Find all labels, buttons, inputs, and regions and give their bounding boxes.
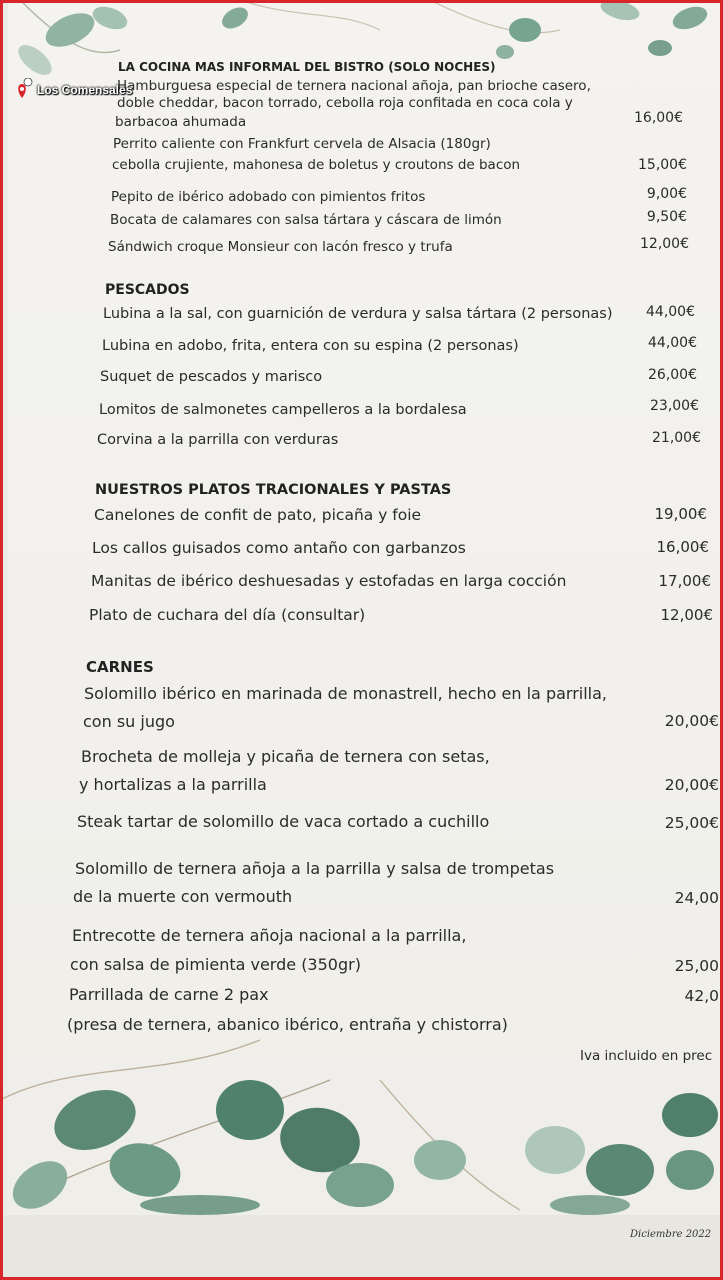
item-solomillo-ternera-line1: Solomillo de ternera añoja a la parrilla y salsa de trompetas	[75, 859, 555, 878]
item-suquet: Suquet de pescados y marisco	[100, 369, 323, 385]
item-hamburguesa-line1: Hamburguesa especial de ternera nacional añoja, pan brioche casero,	[117, 78, 591, 94]
item-pepito: Pepito de ibérico adobado con pimientos fritos	[111, 189, 426, 205]
price-perrito: 15,00€	[638, 157, 687, 173]
watermark-logo	[16, 78, 132, 102]
price-lubina-adobo: 44,00€	[648, 335, 697, 351]
item-brocheta-line1: Brocheta de molleja y picaña de ternera con setas,	[81, 747, 490, 766]
price-pepito: 9,00€	[646, 186, 687, 202]
item-cuchara: Plato de cuchara del día (consultar)	[89, 606, 366, 624]
price-hamburguesa: 16,00€	[634, 110, 683, 126]
section-title-bistro: LA COCINA MAS INFORMAL DEL BISTRO (SOLO NOCHES)	[118, 60, 496, 74]
price-lomitos: 23,00€	[650, 398, 699, 414]
item-solomillo-iberico-line2: con su jugo	[83, 712, 175, 731]
price-callos: 16,00€	[656, 538, 709, 556]
item-callos: Los callos guisados como antaño con garbanzos	[92, 539, 466, 557]
price-solomillo-ternera: 24,00	[674, 889, 719, 907]
price-suquet: 26,00€	[648, 367, 697, 383]
price-cuchara: 12,00€	[660, 606, 713, 624]
item-parrillada-line1: Parrillada de carne 2 pax	[69, 985, 269, 1004]
item-perrito-line1: Perrito caliente con Frankfurt cervela de Alsacia (180gr)	[113, 136, 491, 152]
item-lubina-sal: Lubina a la sal, con guarnición de verdura y salsa tártara (2 personas)	[103, 306, 613, 322]
item-corvina: Corvina a la parrilla con verduras	[97, 432, 339, 448]
item-hamburguesa-line3: barbacoa ahumada	[115, 114, 247, 130]
section-title-pescados: PESCADOS	[105, 282, 190, 298]
price-steak: 25,00€	[664, 814, 719, 832]
item-sandwich: Sándwich croque Monsieur con lacón fresco y trufa	[108, 239, 453, 255]
item-parrillada-line2: (presa de ternera, abanico ibérico, entraña y chistorra)	[67, 1015, 508, 1034]
price-brocheta: 20,00€	[664, 776, 719, 794]
item-perrito-line2: cebolla crujiente, mahonesa de boletus y croutons de bacon	[112, 157, 521, 173]
price-solomillo-iberico: 20,00€	[664, 712, 719, 730]
section-title-tradicionales: NUESTROS PLATOS TRACIONALES Y PASTAS	[95, 482, 452, 498]
item-entrecotte-line2: con salsa de pimienta verde (350gr)	[70, 955, 361, 974]
item-manitas: Manitas de ibérico deshuesadas y estofadas en larga cocción	[91, 572, 567, 590]
price-canelones: 19,00€	[654, 505, 707, 523]
section-title-carnes: CARNES	[86, 658, 154, 676]
map-pin-icon	[16, 78, 34, 102]
menu-date: Diciembre 2022	[630, 1229, 712, 1240]
item-hamburguesa-line2: doble cheddar, bacon torrado, cebolla roja confitada en coca cola y	[117, 95, 573, 111]
price-lubina-sal: 44,00€	[646, 304, 695, 320]
item-canelones: Canelones de confit de pato, picaña y foie	[94, 506, 422, 524]
item-lomitos: Lomitos de salmonetes campelleros a la bordalesa	[99, 402, 467, 418]
item-steak: Steak tartar de solomillo de vaca cortado a cuchillo	[77, 812, 490, 831]
item-brocheta-line2: y hortalizas a la parrilla	[79, 775, 267, 794]
price-sandwich: 12,00€	[640, 236, 689, 252]
price-entrecotte: 25,00	[674, 957, 719, 975]
item-lubina-adobo: Lubina en adobo, frita, entera con su espina (2 personas)	[102, 338, 519, 354]
item-entrecotte-line1: Entrecotte de ternera añoja nacional a la parrilla,	[72, 926, 467, 945]
price-parrillada: 42,0	[684, 987, 719, 1005]
item-solomillo-iberico-line1: Solomillo ibérico en marinada de monastrell, hecho en la parrilla,	[84, 684, 608, 703]
price-bocata: 9,50€	[646, 209, 687, 225]
watermark-text: Los Comensales	[37, 83, 133, 97]
iva-note: Iva incluido en prec	[580, 1048, 713, 1064]
item-bocata: Bocata de calamares con salsa tártara y cáscara de limón	[110, 212, 502, 228]
price-corvina: 21,00€	[652, 430, 701, 446]
item-solomillo-ternera-line2: de la muerte con vermouth	[73, 887, 293, 906]
price-manitas: 17,00€	[658, 572, 711, 590]
